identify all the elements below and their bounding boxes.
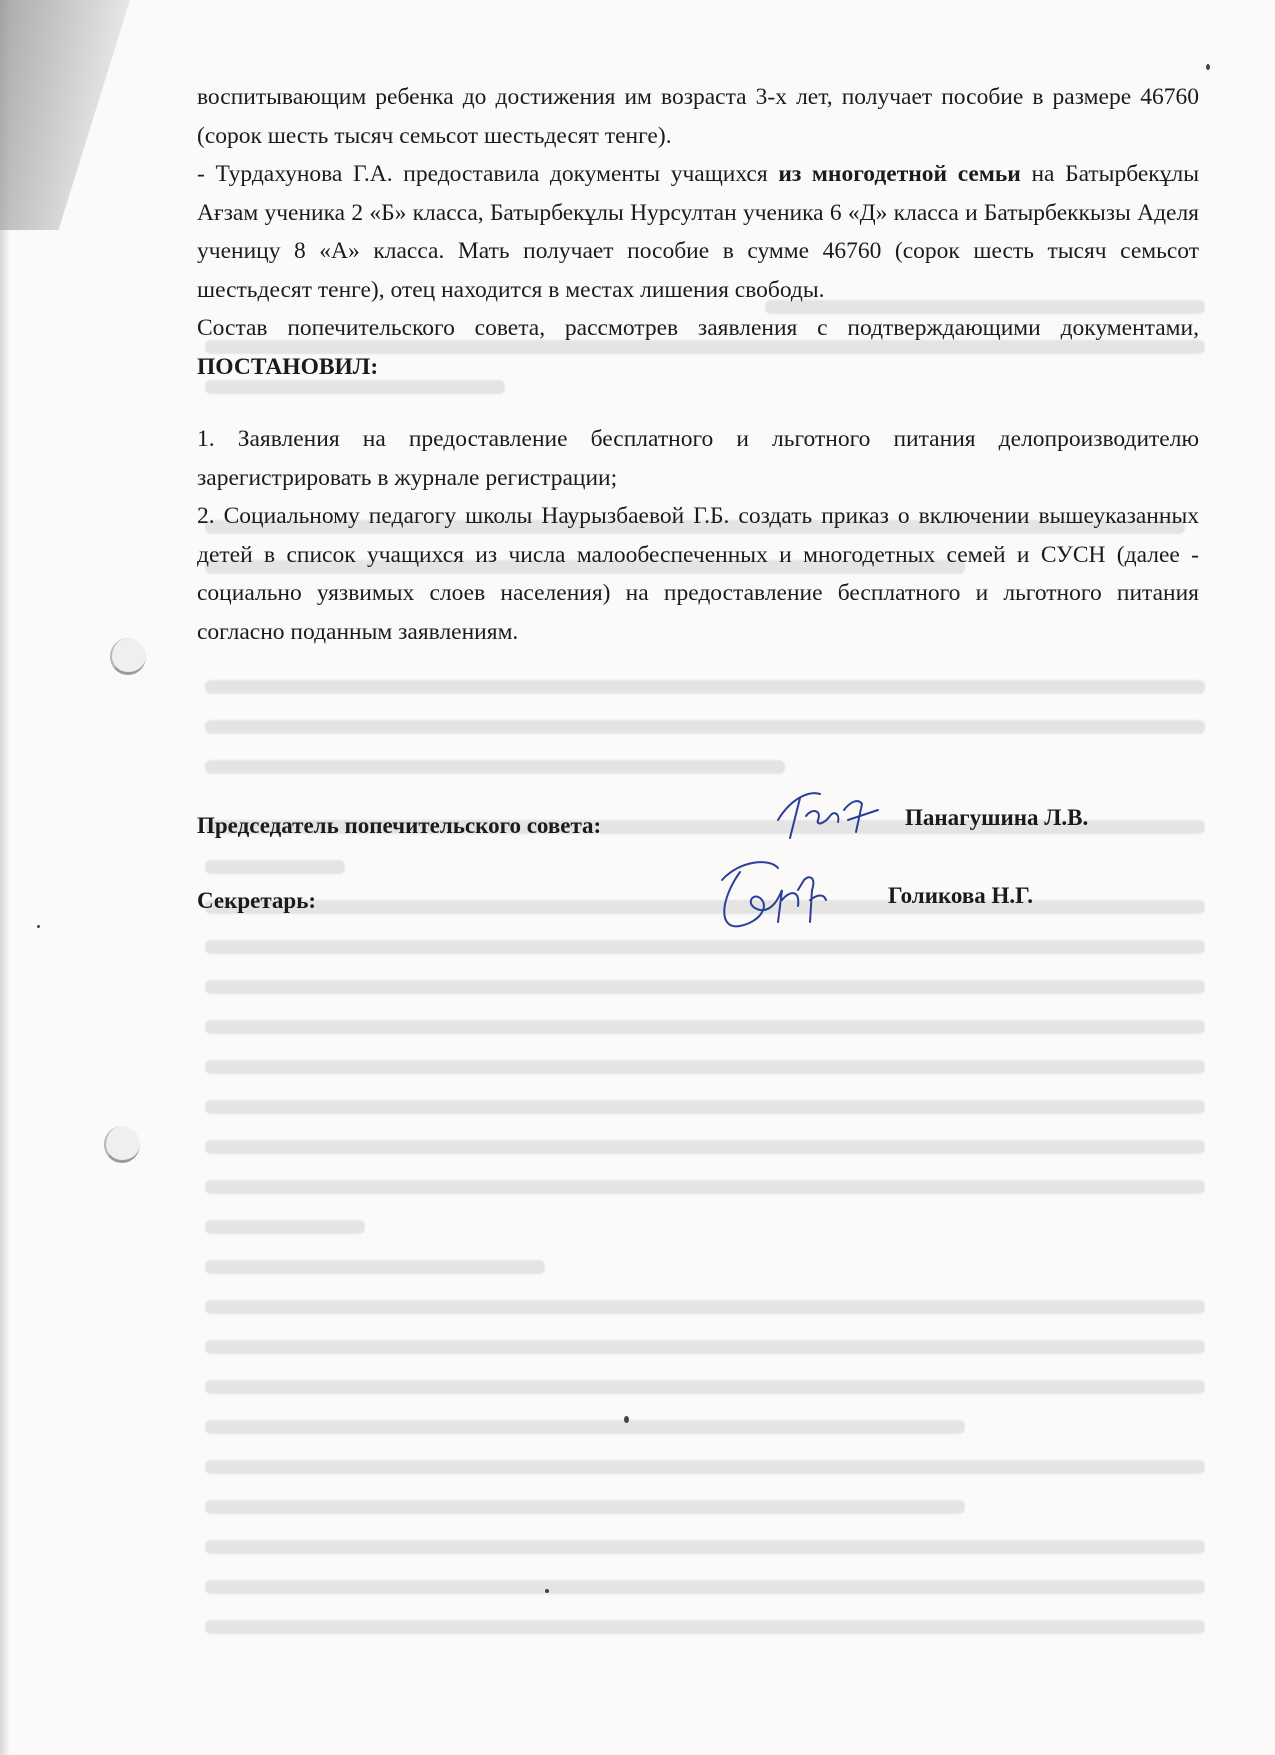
folded-corner-shadow [0, 0, 130, 230]
paragraph-text: на Батырбекұлы Ағзам ученика 2 «Б» класса, Батырбекұлы Нурсултан ученика 6 «Д» класса и Батырбеккызы Аделя ученицу 8 «А» класса. Мать получает пособие в сумме 46760 (сорок шесть тысяч семьсот шестьдесят тенге), отец находится в местах лишения свободы. [197, 161, 1199, 303]
resolution-item-1: 1. Заявления на предоставление бесплатного и льготного питания делопроизводителю зарегистрировать в журнале регистрации; [197, 426, 1199, 491]
paragraph-bold-text: из многодетной семьи [778, 161, 1021, 187]
scan-edge-shadow [0, 0, 10, 1755]
scan-speck [545, 1589, 549, 1593]
secretary-signature [700, 850, 850, 940]
secretary-label: Секретарь: [197, 888, 317, 913]
chair-label: Председатель попечительского совета: [197, 813, 602, 838]
paragraph-turdakhunova [197, 155, 1199, 309]
scan-speck [1206, 64, 1210, 70]
scan-speck [624, 1416, 629, 1423]
document-body [197, 78, 1199, 651]
resolved-heading: ПОСТАНОВИЛ: [197, 353, 379, 380]
punch-hole-bottom [104, 1126, 140, 1163]
paragraph-allowance: воспитывающим ребенка до достижения им возраста 3-х лет, получает пособие в размере 46760 (сорок шесть тысяч семьсот шестьдесят тенге). [197, 84, 1199, 149]
paragraph-text: Состав попечительского совета, рассмотрев заявления с подтверждающими документами, [197, 315, 1199, 341]
spacer [197, 386, 1199, 420]
chair-signature [760, 780, 900, 850]
punch-hole-top [110, 638, 146, 675]
paragraph-resolution [197, 309, 1199, 386]
chair-name: Панагушина Л.В. [905, 805, 1089, 830]
paragraph-text: - Турдахунова Г.А. предоставила документы учащихся [197, 161, 779, 187]
resolution-item-2: 2. Социальному педагогу школы Наурызбаевой Г.Б. создать приказ о включении вышеуказанных детей в список учащихся из числа малообеспеченных и многодетных семей и СУСН (далее - социально уязвимых слоев населения) на предоставление бесплатного и льготного питания согласно поданным заявлениям. [197, 503, 1199, 645]
scan-speck [37, 925, 40, 928]
secretary-name: Голикова Н.Г. [888, 883, 1033, 908]
